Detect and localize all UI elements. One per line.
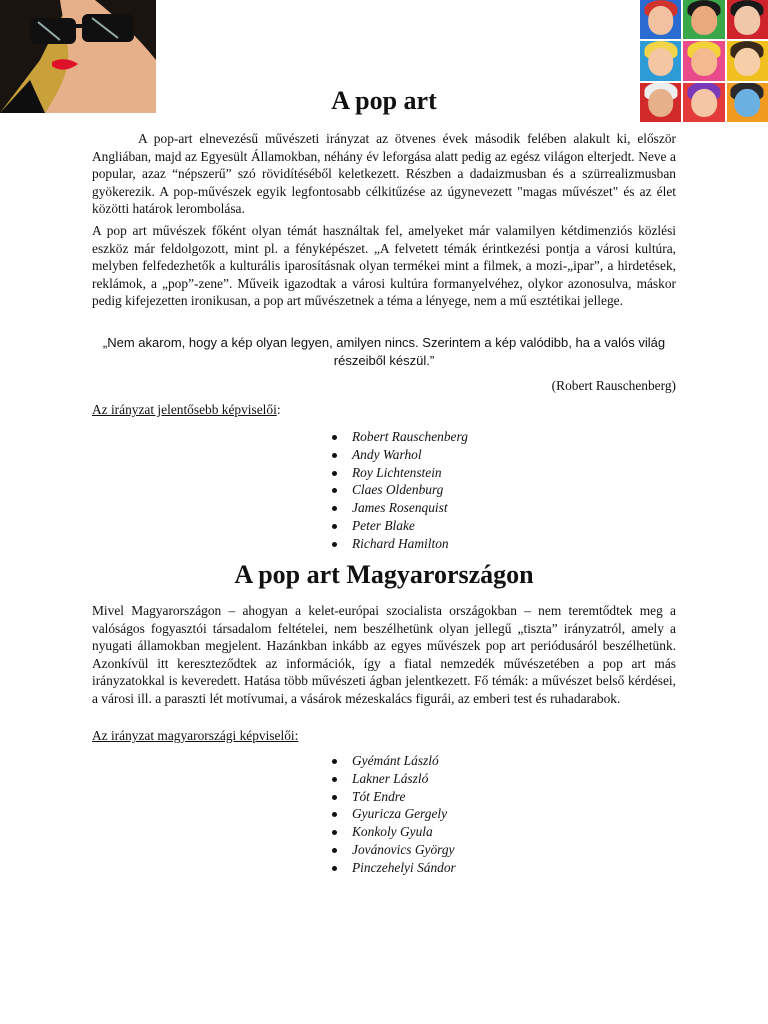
list-item: Pinczehelyi Sándor: [332, 859, 456, 877]
page-title: A pop art: [331, 86, 437, 115]
section-title-hungary: A pop art Magyarországon: [234, 560, 534, 589]
list-item: Peter Blake: [332, 517, 468, 535]
hungary-representatives-heading: Az irányzat magyarországi képviselői:: [92, 728, 299, 743]
list-item: Gyémánt László: [332, 752, 456, 770]
hungary-representatives-list: [332, 752, 456, 877]
intro-paragraph: A pop-art elnevezésű művészeti irányzat az ötvenes évek második felében alakult ki, először Angliában, majd az Egyesült Államokban, néhány év leforgása alatt pedig az egész világon elterjedt. Neve a popular, azaz “népszerű” szó rövidítéséből keletkezett. Részben a dadaizmusban és a szürrealizmusban gyökerezik. A pop-művészek egyik legfontosabb célkitűzése az úgynevezett "magas művészet" és az élet közötti határok lerombolása.: [92, 131, 676, 217]
list-item: Konkoly Gyula: [332, 823, 456, 841]
representatives-list: [332, 428, 468, 553]
list-item: Tót Endre: [332, 788, 456, 806]
list-item: James Rosenquist: [332, 499, 468, 517]
list-item: Jovánovics György: [332, 841, 456, 859]
second-paragraph: A pop art művészek főként olyan témát használtak fel, amelyeket már valamilyen kétdimenziós közlési eszköz már feldolgozott, mint pl. a fényképészet. „A felvetett témák érintkezési pontja a városi kultúra, melyben felfedezhetők a kulturális iparosításnak olyan termékei mint a filmek, a mozi-„ipar”, a hirdetések, reklámok, a „pop”-zene”. Műveik igazodtak a városi kultúra formanyelvéhez, olykor azonosulva, máskor pedig kifejezetten ironikusan, a pop art művészetnek a téma a lényege, nem a mű esztétikai jellege.: [92, 223, 676, 309]
list-item: Robert Rauschenberg: [332, 428, 468, 446]
list-item: Roy Lichtenstein: [332, 464, 468, 482]
portrait-tile: [683, 0, 724, 39]
list-item: Andy Warhol: [332, 446, 468, 464]
portrait-tile: [683, 41, 724, 80]
portrait-tile: [727, 41, 768, 80]
representatives-heading: [92, 402, 281, 418]
list-item: Gyuricza Gergely: [332, 805, 456, 823]
list-item: Lakner László: [332, 770, 456, 788]
rauschenberg-quote: „Nem akarom, hogy a kép olyan legyen, amilyen nincs. Szerintem a kép valódibb, ha a valós világ részeiből készül.”: [102, 335, 666, 368]
representatives-heading-colon: :: [276, 402, 281, 417]
list-item: Claes Oldenburg: [332, 481, 468, 499]
representatives-heading-text: Az irányzat jelentősebb képviselői: [92, 402, 277, 417]
quote-author: (Robert Rauschenberg): [551, 378, 676, 393]
portrait-tile: [640, 0, 681, 39]
portrait-tile: [640, 41, 681, 80]
hungary-paragraph: Mivel Magyarországon – ahogyan a kelet-európai szocialista országokban – nem teremtődtek meg a valóságos fogyasztói társadalom feltételei, nem beszélhetünk olyan jellegű „tiszta” irányzatról, amely a nyugati államokban megjelent. Hazánkban inkább az egyes művészek pop art periódusáról beszélhetünk. Azonkívül itt kereszteződtek az információk, így a fiatal nemzedék művészetében a pop art más irányzatokkal is keveredett. Hatása több művészeti ágban jelentkezett. Fő témák: a művészet belső kérdései, a városi ill. a paraszti lét motívumai, a vásárok mézeskalács figurái, az emberi test és ruhadarabok.: [92, 603, 676, 706]
list-item: Richard Hamilton: [332, 535, 468, 553]
portrait-tile: [727, 0, 768, 39]
